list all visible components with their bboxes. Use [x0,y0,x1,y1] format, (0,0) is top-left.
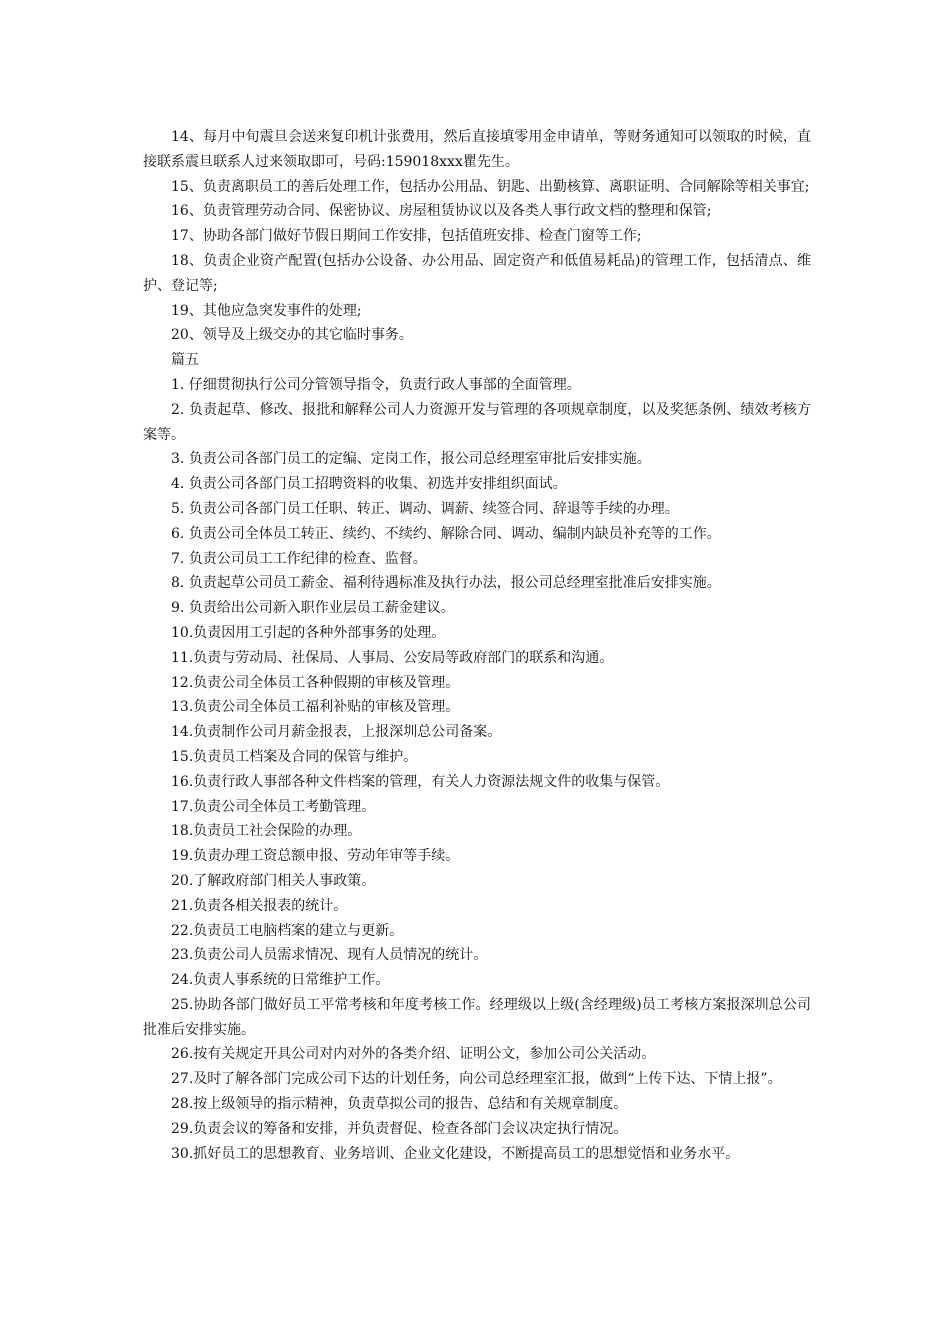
paragraph: 23.负责公司人员需求情况、现有人员情况的统计。 [171,947,488,964]
section-title: 篇五 [171,352,199,369]
paragraph: 2. 负责起草、修改、报批和解释公司人力资源开发与管理的各项规章制度，以及奖惩条例、绩效考核方案等。 [143,401,811,443]
section-four-tail [143,125,811,348]
paragraph: 19、其他应急突发事件的处理; [171,302,362,319]
paragraph: 21.负责各相关报表的统计。 [171,897,348,914]
paragraph: 4. 负责公司各部门员工招聘资料的收集、初选并安排组织面试。 [171,476,567,493]
paragraph: 17、协助各部门做好节假日期间工作安排，包括值班安排、检查门窗等工作; [171,228,642,245]
paragraph: 15.负责员工档案及合同的保管与维护。 [171,748,418,765]
paragraph: 20.了解政府部门相关人事政策。 [171,872,376,889]
paragraph: 13.负责公司全体员工福利补贴的审核及管理。 [171,699,460,716]
paragraph: 22.负责员工电脑档案的建立与更新。 [171,922,404,939]
paragraph: 17.负责公司全体员工考勤管理。 [171,798,376,815]
paragraph: 12.负责公司全体员工各种假期的审核及管理。 [171,674,460,691]
paragraph: 1. 仔细贯彻执行公司分管领导指令，负责行政人事部的全面管理。 [171,376,581,393]
paragraph: 8. 负责起草公司员工薪金、福利待遇标准及执行办法，报公司总经理室批准后安排实施。 [171,575,721,592]
paragraph: 18、负责企业资产配置(包括办公设备、办公用品、固定资产和低值易耗品)的管理工作，包括清点、维护、登记等; [143,252,811,294]
section-five-list [143,373,811,1167]
paragraph: 16、负责管理劳动合同、保密协议、房屋租赁协议以及各类人事行政文档的整理和保管; [171,203,712,220]
paragraph: 24.负责人事系统的日常维护工作。 [171,972,390,989]
paragraph: 26.按有关规定开具公司对内对外的各类介绍、证明公文，参加公司公关活动。 [171,1046,656,1063]
paragraph: 5. 负责公司各部门员工任职、转正、调动、调薪、续签合同、辞退等手续的办理。 [171,500,679,517]
paragraph: 9. 负责给出公司新入职作业层员工薪金建议。 [171,600,455,617]
paragraph: 18.负责员工社会保险的办理。 [171,823,362,840]
paragraph: 14、每月中旬震旦会送来复印机计张费用，然后直接填零用金申请单，等财务通知可以领取的时候，直接联系震旦联系人过来领取即可，号码:159018xxx瞿先生。 [143,129,811,170]
paragraph: 28.按上级领导的指示精神，负责草拟公司的报告、总结和有关规章制度。 [171,1096,628,1113]
paragraph: 25.协助各部门做好员工平常考核和年度考核工作。经理级以上级(含经理级)员工考核方案报深圳总公司批准后安排实施。 [143,996,811,1038]
paragraph: 30.抓好员工的思想教育、业务培训、企业文化建设，不断提高员工的思想觉悟和业务水平。 [171,1145,740,1162]
paragraph: 7. 负责公司员工工作纪律的检查、监督。 [171,550,427,567]
paragraph: 16.负责行政人事部各种文件档案的管理，有关人力资源法规文件的收集与保管。 [171,773,670,790]
paragraph: 6. 负责公司全体员工转正、续约、不续约、解除合同、调动、编制内缺员补充等的工作。 [171,525,721,542]
paragraph: 27.及时了解各部门完成公司下达的计划任务，向公司总经理室汇报，做到“上传下达、下情上报”。 [171,1071,782,1088]
paragraph: 19.负责办理工资总额申报、劳动年审等手续。 [171,848,460,865]
paragraph: 10.负责因用工引起的各种外部事务的处理。 [171,624,446,641]
paragraph: 11.负责与劳动局、社保局、人事局、公安局等政府部门的联系和沟通。 [171,649,614,666]
paragraph: 29.负责会议的筹备和安排，并负责督促、检查各部门会议决定执行情况。 [171,1120,628,1137]
paragraph: 3. 负责公司各部门员工的定编、定岗工作，报公司总经理室审批后安排实施。 [171,451,651,468]
paragraph: 15、负责离职员工的善后处理工作，包括办公用品、钥匙、出勤核算、离职证明、合同解除等相关事宜; [171,178,810,195]
paragraph: 20、领导及上级交办的其它临时事务。 [171,327,413,344]
document-page [143,125,811,1166]
paragraph: 14.负责制作公司月薪金报表，上报深圳总公司备案。 [171,724,502,741]
